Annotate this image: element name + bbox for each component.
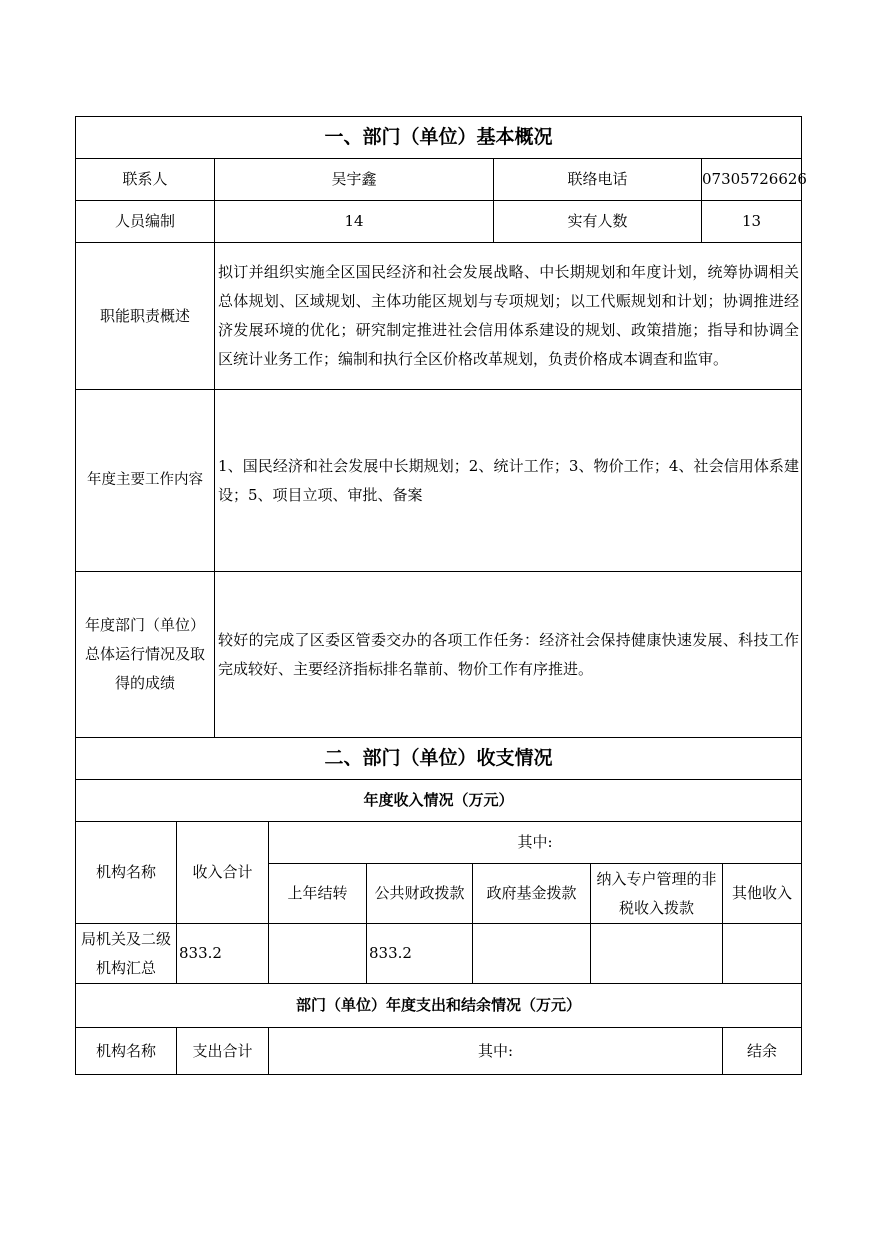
staff-value: 14 (215, 201, 494, 243)
row-org: 局机关及二级机构汇总 (76, 924, 177, 984)
row-gov-fund (473, 924, 591, 984)
col-gov-fund: 政府基金拨款 (473, 864, 591, 924)
work-text: 1、国民经济和社会发展中长期规划；2、统计工作；3、物价工作；4、社会信用体系建设；5、项目立项、审批、备案 (215, 390, 802, 572)
among-label: 其中: (269, 822, 802, 864)
phone-label: 联络电话 (494, 159, 702, 201)
result-text: 较好的完成了区委区管委交办的各项工作任务：经济社会保持健康快速发展、科技工作完成较好、主要经济指标排名靠前、物价工作有序推进。 (215, 572, 802, 738)
income-total-label: 收入合计 (177, 822, 269, 924)
work-label: 年度主要工作内容 (76, 390, 215, 572)
col-other: 其他收入 (723, 864, 802, 924)
duty-text: 拟订并组织实施全区国民经济和社会发展战略、中长期规划和年度计划，统筹协调相关总体规划、区域规划、主体功能区规划与专项规划；以工代赈规划和计划；协调推进经济发展环境的优化；研究制定推进社会信用体系建设的规划、政策措施；指导和协调全区统计业务工作；编制和执行全区价格改革规划，负责价格成本调查和监审。 (215, 243, 802, 390)
staff-label: 人员编制 (76, 201, 215, 243)
org-label: 机构名称 (76, 822, 177, 924)
section1-title: 一、部门（单位）基本概况 (76, 117, 802, 159)
row-public: 833.2 (367, 924, 473, 984)
income-title: 年度收入情况（万元） (76, 780, 802, 822)
result-label: 年度部门（单位）总体运行情况及取得的成绩 (76, 572, 215, 738)
section2-title: 二、部门（单位）收支情况 (76, 738, 802, 780)
expense-org-label: 机构名称 (76, 1028, 177, 1075)
info-table (75, 116, 807, 1075)
expense-among-label: 其中: (269, 1028, 723, 1075)
balance-label: 结余 (723, 1028, 802, 1075)
row-other (723, 924, 802, 984)
duty-label: 职能职责概述 (76, 243, 215, 390)
contact-value: 吴宇鑫 (215, 159, 494, 201)
row-carryover (269, 924, 367, 984)
contact-label: 联系人 (76, 159, 215, 201)
expense-title: 部门（单位）年度支出和结余情况（万元） (76, 984, 802, 1028)
row-total: 833.2 (177, 924, 269, 984)
col-nontax: 纳入专户管理的非税收入拨款 (591, 864, 723, 924)
expense-total-label: 支出合计 (177, 1028, 269, 1075)
col-public: 公共财政拨款 (367, 864, 473, 924)
phone-value: 07305726626 (702, 159, 802, 201)
table-part1 (75, 116, 807, 738)
actual-label: 实有人数 (494, 201, 702, 243)
col-carryover: 上年结转 (269, 864, 367, 924)
table-part2 (75, 737, 802, 1075)
actual-value: 13 (702, 201, 802, 243)
row-nontax (591, 924, 723, 984)
